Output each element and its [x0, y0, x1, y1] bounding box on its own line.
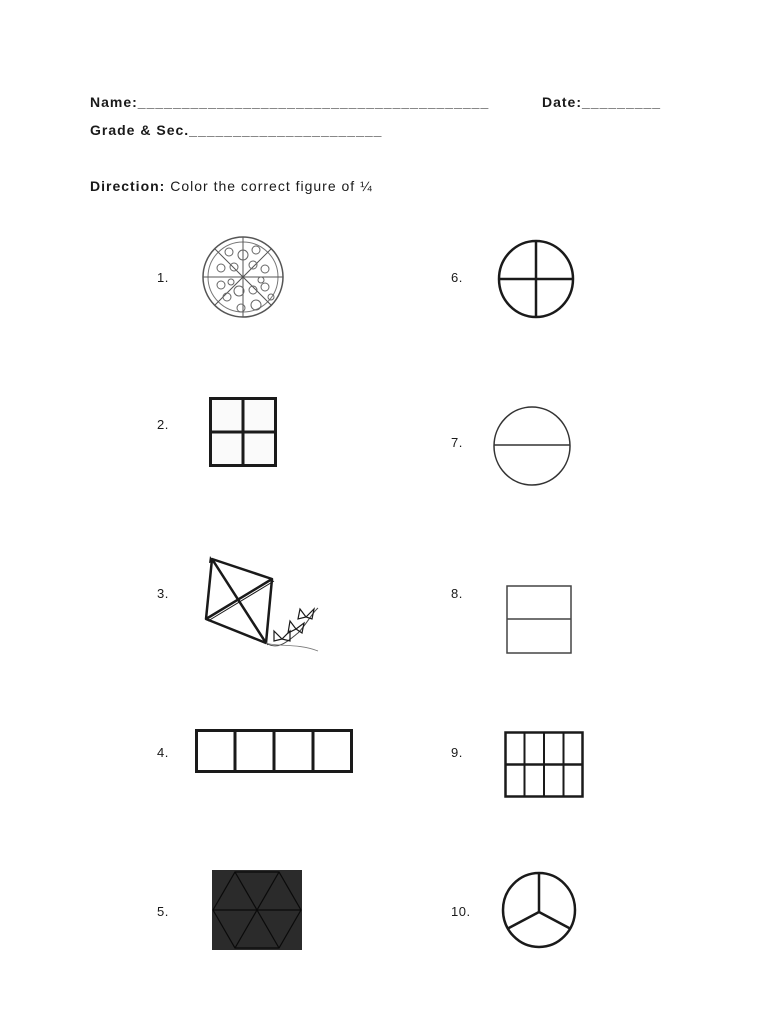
rectangle-four-parts-figure[interactable] [195, 729, 353, 773]
pizza-figure[interactable] [201, 235, 285, 319]
grade-label: Grade & Sec. [90, 122, 190, 138]
date-field[interactable]: _________ [582, 94, 662, 110]
name-label: Name: [90, 94, 138, 110]
hexagon-in-square-icon [212, 870, 302, 950]
square-four-parts-icon [209, 397, 277, 467]
rectangle-two-parts-icon [506, 585, 572, 654]
grade-field[interactable]: ______________________ [189, 122, 383, 138]
item-number-5: 5. [157, 904, 169, 919]
grade-row [90, 122, 382, 138]
rectangle-two-parts-figure[interactable] [506, 585, 572, 654]
kite-figure[interactable] [198, 553, 322, 657]
item-number-6: 6. [451, 270, 463, 285]
direction-text: Color the correct figure of ¼ [170, 178, 373, 194]
rectangle-eight-parts-icon [504, 731, 584, 798]
item-number-4: 4. [157, 745, 169, 760]
hexagon-in-square-figure[interactable] [212, 870, 302, 950]
item-number-7: 7. [451, 435, 463, 450]
circle-three-parts-figure[interactable] [501, 871, 577, 949]
kite-icon [198, 553, 322, 657]
item-number-9: 9. [451, 745, 463, 760]
pizza-icon [201, 235, 285, 319]
name-row [90, 94, 489, 110]
square-four-parts-figure[interactable] [209, 397, 277, 467]
direction-label: Direction: [90, 178, 166, 194]
circle-three-parts-icon [501, 871, 577, 949]
direction [90, 178, 373, 194]
rectangle-four-parts-icon [195, 729, 353, 773]
item-number-3: 3. [157, 586, 169, 601]
date-label: Date: [542, 94, 583, 110]
item-number-2: 2. [157, 417, 169, 432]
name-field[interactable]: ________________________________________ [137, 94, 490, 110]
circle-four-parts-figure[interactable] [497, 239, 575, 319]
circle-two-parts-icon [492, 405, 572, 487]
circle-two-parts-figure[interactable] [492, 405, 572, 487]
circle-four-parts-icon [497, 239, 575, 319]
item-number-10: 10. [451, 904, 471, 919]
rectangle-eight-parts-figure[interactable] [504, 731, 584, 798]
item-number-8: 8. [451, 586, 463, 601]
date-row [542, 94, 661, 110]
item-number-1: 1. [157, 270, 169, 285]
